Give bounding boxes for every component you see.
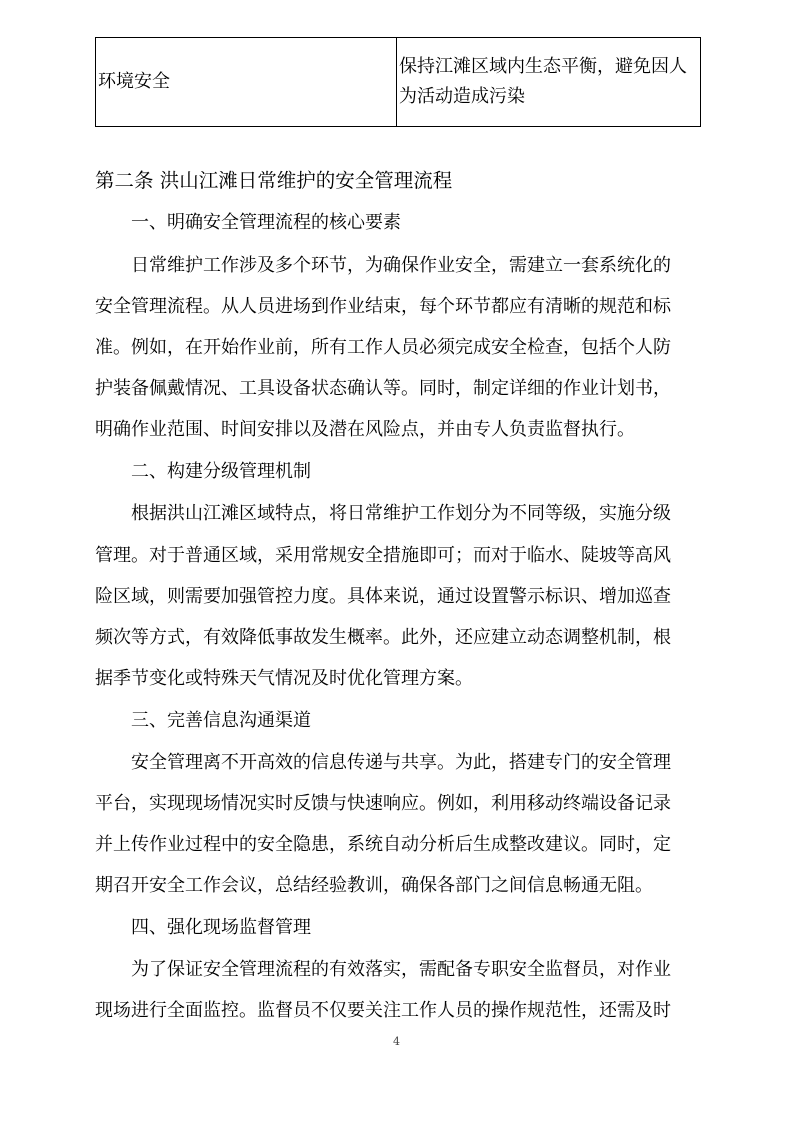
article-title: 第二条 洪山江滩日常维护的安全管理流程	[95, 169, 453, 192]
paragraph-line: 安全管理离不开高效的信息传递与共享。为此，搭建专门的安全管理	[131, 752, 671, 773]
paragraph-line: 管理。对于普通区域，采用常规安全措施即可；而对于临水、陡坡等高风	[95, 545, 671, 566]
cell-text-line: 保持江滩区域内生态平衡，避免因人	[399, 56, 687, 77]
paragraph-line: 现场进行全面监控。监督员不仅要关注工作人员的操作规范性，还需及时	[95, 1000, 671, 1021]
cell-text: 环境安全	[98, 71, 170, 92]
section-heading: 四、强化现场监督管理	[131, 917, 311, 938]
page-number: 4	[393, 1035, 400, 1048]
paragraph-line: 并上传作业过程中的安全隐患，系统自动分析后生成整改建议。同时，定	[95, 834, 671, 855]
section-heading: 三、完善信息沟通渠道	[131, 710, 311, 731]
paragraph-line: 平台，实现现场情况实时反馈与快速响应。例如，利用移动终端设备记录	[95, 793, 671, 814]
paragraph-line: 频次等方式，有效降低事故发生概率。此外，还应建立动态调整机制，根	[95, 627, 671, 648]
table-row	[96, 38, 701, 127]
section-heading: 一、明确安全管理流程的核心要素	[131, 212, 401, 233]
paragraph-line: 根据洪山江滩区域特点，将日常维护工作划分为不同等级，实施分级	[131, 503, 671, 524]
section-heading: 二、构建分级管理机制	[131, 461, 311, 482]
paragraph-line: 准。例如，在开始作业前，所有工作人员必须完成安全检查，包括个人防	[95, 337, 671, 358]
paragraph-line: 护装备佩戴情况、工具设备状态确认等。同时，制定详细的作业计划书，	[95, 378, 671, 399]
paragraph-line: 日常维护工作涉及多个环节，为确保作业安全，需建立一套系统化的	[131, 255, 671, 276]
table-cell-item	[96, 38, 397, 127]
paragraph-line: 为了保证安全管理流程的有效落实，需配备专职安全监督员，对作业	[131, 959, 671, 980]
paragraph-line: 明确作业范围、时间安排以及潜在风险点，并由专人负责监督执行。	[95, 419, 635, 440]
requirements-table	[95, 37, 701, 127]
paragraph-line: 险区域，则需要加强管控力度。具体来说，通过设置警示标识、增加巡查	[95, 586, 671, 607]
paragraph-line: 期召开安全工作会议，总结经验教训，确保各部门之间信息畅通无阻。	[95, 875, 653, 896]
cell-text-line: 为活动造成污染	[399, 86, 525, 107]
table-cell-requirement	[397, 38, 701, 127]
paragraph-line: 安全管理流程。从人员进场到作业结束，每个环节都应有清晰的规范和标	[95, 296, 671, 317]
paragraph-line: 据季节变化或特殊天气情况及时优化管理方案。	[95, 668, 473, 689]
